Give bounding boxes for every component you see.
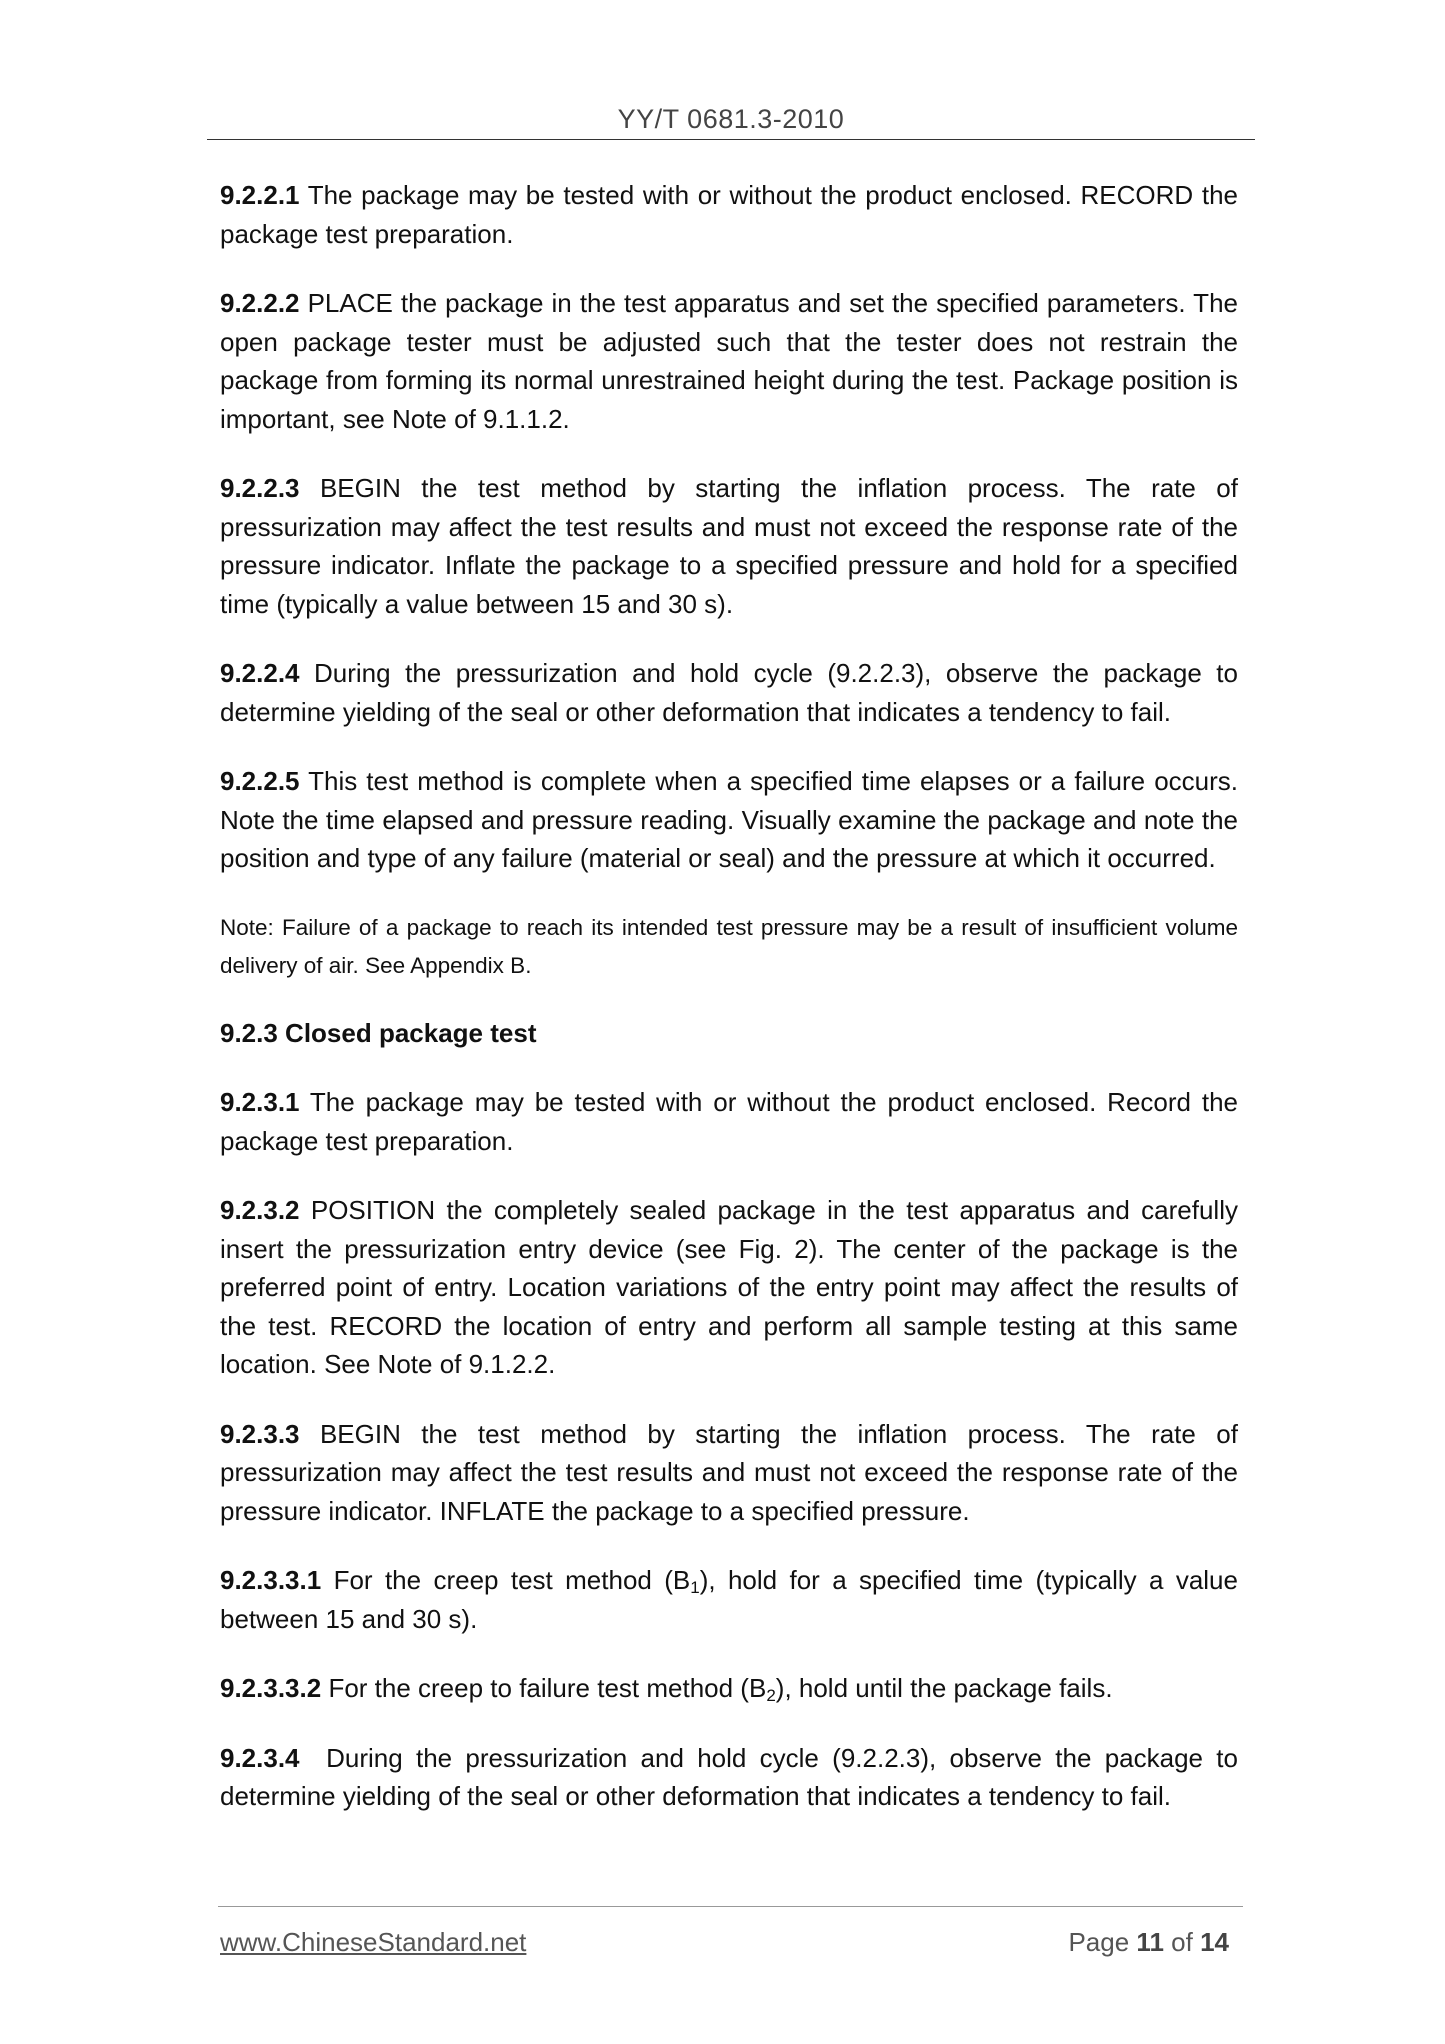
current-page: 11 [1136,1927,1164,1957]
page-of: of [1171,1927,1193,1957]
clause-text: For the creep to failure test method (B [328,1673,767,1703]
paragraph-9-2-2-4 [220,654,1238,731]
header-divider [207,139,1255,140]
clause-text: During the pressurization and hold cycle (9.2.2.3), observe the package to determine yielding of the seal or other deformation that indicates a tendency to fail. [220,658,1238,727]
clause-text: BEGIN the test method by starting the inflation process. The rate of pressurization may affect the test results and must not exceed the response rate of the pressure indicator. INFLATE the package to a specified pressure. [220,1418,1238,1526]
clause-number: 9.2.3.3 [220,1418,300,1449]
section-heading-9-2-3: 9.2.3 Closed package test [220,1017,537,1048]
clause-number: 9.2.3.3.2 [220,1673,322,1703]
subscript: 2 [766,1686,776,1705]
page-prefix: Page [1068,1927,1130,1957]
subscript: 1 [690,1578,700,1597]
total-pages: 14 [1200,1927,1229,1957]
paragraph-9-2-3-3-2 [220,1669,1238,1708]
paragraph-9-2-3-1 [220,1083,1238,1160]
clause-text: For the creep test method (B [333,1565,691,1595]
clause-number: 9.2.2.1 [220,180,300,210]
clause-number: 9.2.2.3 [220,473,300,503]
clause-number: 9.2.2.4 [220,658,300,688]
paragraph-9-2-3-3 [220,1415,1238,1531]
note-paragraph: Note: Failure of a package to reach its intended test pressure may be a result of insufficient volume delivery of air. See Appendix B. [220,914,1238,978]
paragraph-9-2-3-4 [220,1739,1238,1816]
clause-number: 9.2.3.1 [220,1087,300,1117]
document-body [220,176,1238,1847]
clause-number: 9.2.3.2 [220,1195,300,1225]
clause-number: 9.2.2.2 [220,288,300,318]
clause-text-continued: ), hold for a specified time (typically a value between 15 and 30 s). [220,1565,1238,1634]
paragraph-9-2-3-2 [220,1191,1238,1384]
clause-number: 9.2.2.5 [220,766,300,796]
footer-divider [218,1906,1243,1907]
clause-text-continued: ), hold until the package fails. [775,1673,1113,1703]
clause-text: POSITION the completely sealed package in the test apparatus and carefully insert the pressurization entry device (see Fig. 2). The center of the package is the preferred point of entry. Location variations of the entry point may affect the results of the test. RECORD the location of entry and perform all sample testing at this same location. See Note of 9.1.2.2. [220,1195,1238,1379]
clause-text: This test method is complete when a specified time elapses or a failure occurs. Note the time elapsed and pressure reading. Visually examine the package and note the position and type of any failure (material or seal) and the pressure at which it occurred. [220,766,1238,873]
clause-number: 9.2.3.3.1 [220,1565,322,1595]
paragraph-9-2-2-1 [220,176,1238,253]
clause-text: PLACE the package in the test apparatus and set the specified parameters. The open package tester must be adjusted such that the tester does not restrain the package from forming its normal unrestrained height during the test. Package position is important, see Note of 9.1.1.2. [220,288,1238,434]
clause-text: The package may be tested with or without the product enclosed. Record the package test preparation. [220,1087,1238,1156]
page-number [1068,1927,1229,1958]
paragraph-9-2-2-5 [220,762,1238,878]
paragraph-9-2-3-3-1 [220,1561,1238,1638]
paragraph-9-2-2-2 [220,284,1238,438]
paragraph-9-2-2-3 [220,469,1238,623]
clause-number: 9.2.3.4 [220,1742,300,1773]
clause-text: BEGIN the test method by starting the inflation process. The rate of pressurization may affect the test results and must not exceed the response rate of the pressure indicator. Inflate the package to a specified pressure and hold for a specified time (typically a value between 15 and 30 s). [220,473,1238,619]
clause-text: The package may be tested with or without the product enclosed. RECORD the package test preparation. [220,180,1238,249]
website-link[interactable]: www.ChineseStandard.net [220,1927,527,1957]
clause-text: During the pressurization and hold cycle (9.2.2.3), observe the package to determine yielding of the seal or other deformation that indicates a tendency to fail. [220,1742,1238,1811]
document-header: YY/T 0681.3-2010 [617,104,845,134]
